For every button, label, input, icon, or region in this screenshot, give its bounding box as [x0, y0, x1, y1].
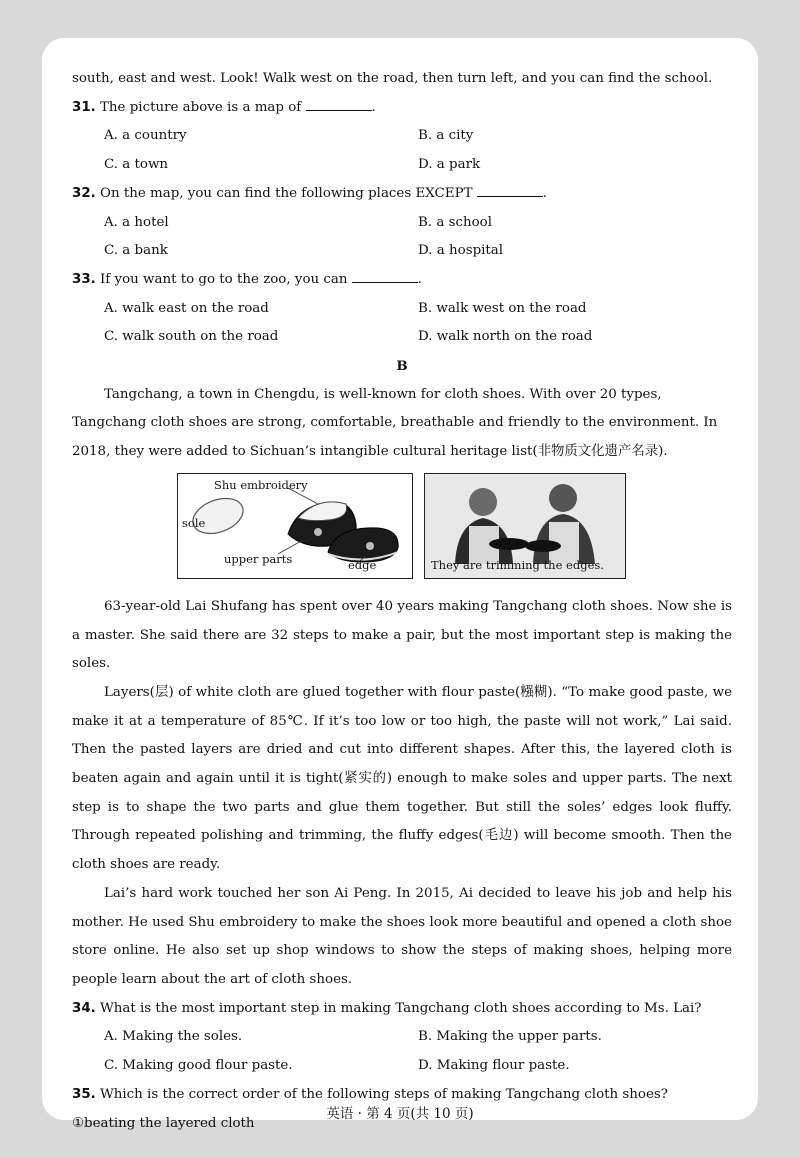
options-row	[72, 1052, 732, 1081]
option-c[interactable]: C. a town	[104, 157, 169, 173]
question-text: If you want to go to the zoo, you can	[100, 271, 348, 287]
options-row	[72, 237, 732, 266]
option-b[interactable]: B. a city	[418, 128, 474, 144]
figure-row	[72, 473, 732, 589]
question-number: 32.	[72, 185, 96, 201]
options-row	[72, 209, 732, 238]
photo-caption: They are trimming the edges.	[431, 557, 604, 572]
options-row	[72, 151, 732, 180]
option-b[interactable]: B. a school	[418, 214, 492, 230]
question-34	[72, 995, 732, 1024]
answer-blank	[352, 268, 418, 283]
option-a[interactable]: A. Making the soles.	[104, 1029, 243, 1045]
question-33: 33. If you want to go to the zoo, you can .	[72, 266, 732, 295]
option-c[interactable]: C. Making good flour paste.	[104, 1058, 293, 1074]
options-row	[72, 122, 732, 151]
exam-page	[42, 38, 758, 1131]
question-31: 31. The picture above is a map of .	[72, 94, 732, 123]
passage-paragraph: 63-year-old Lai Shufang has spent over 40 years making Tangchang cloth shoes. Now she is a master. She said there are 32 steps to make a pair, but the most important step is making the soles.	[72, 598, 732, 672]
passage-paragraph: Lai’s hard work touched her son Ai Peng. In 2015, Ai decided to leave his job and help his mother. He used Shu embroidery to make the shoes look more beautiful and opened a cloth shoe store online. He also set up shop windows to show the steps of making shoes, helping more people learn about the art of cloth shoes.	[72, 885, 732, 987]
question-number: 33.	[72, 271, 96, 287]
question-text: On the map, you can find the following places EXCEPT	[100, 185, 473, 201]
options-row	[72, 323, 732, 352]
option-a[interactable]: A. a country	[104, 128, 187, 144]
question-number: 31.	[72, 99, 96, 115]
option-b[interactable]: B. Making the upper parts.	[418, 1029, 602, 1045]
option-d[interactable]: D. a park	[418, 157, 481, 173]
option-b[interactable]: B. walk west on the road	[418, 300, 587, 316]
option-d[interactable]: D. a hospital	[418, 243, 504, 259]
option-c[interactable]: C. walk south on the road	[104, 329, 279, 345]
passage-line: 2018, they were added to Sichuan’s intangible cultural heritage list(非物质文化遗产名录).	[72, 444, 668, 460]
trimming-photo	[424, 473, 626, 579]
section-heading: B	[396, 358, 408, 375]
label-shu-embroidery: Shu embroidery	[214, 477, 308, 492]
shoe-diagram	[177, 473, 413, 579]
question-text: The picture above is a map of	[100, 99, 302, 115]
option-c[interactable]: C. a bank	[104, 243, 168, 259]
option-a[interactable]: A. a hotel	[104, 214, 169, 230]
passage-line: Tangchang, a town in Chengdu, is well-known for cloth shoes. With over 20 types,	[104, 386, 662, 402]
question-text: Which is the correct order of the following steps of making Tangchang cloth shoes?	[100, 1086, 668, 1102]
label-sole: sole	[182, 515, 206, 530]
label-edge: edge	[348, 557, 377, 572]
page-content	[72, 65, 732, 1138]
question-number: 34.	[72, 1000, 96, 1016]
passage-line: Tangchang cloth shoes are strong, comfortable, breathable and friendly to the environment. In	[72, 415, 718, 431]
step-item: ①beating the layered cloth	[72, 1115, 255, 1131]
option-a[interactable]: A. walk east on the road	[104, 300, 269, 316]
intro-line: south, east and west. Look! Walk west on the road, then turn left, and you can find the school.	[72, 71, 713, 86]
answer-blank	[477, 182, 543, 197]
option-d[interactable]: D. Making flour paste.	[418, 1058, 570, 1074]
page-footer: 英语 · 第 4 页(共 10 页)	[326, 1106, 474, 1122]
question-text: What is the most important step in making Tangchang cloth shoes according to Ms. Lai?	[100, 1000, 702, 1016]
passage-paragraph: Layers(层) of white cloth are glued together with flour paste(糨糊). “To make good paste, we make it at a temperature of 85℃. If it’s too low or too high, the paste will not work,” Lai said. Then the pasted layers are dried and cut into different shapes. After this, the layered cloth is beaten again and again until it is tight(紧实的) enough to make soles and upper parts. The next step is to shape the two parts and glue them together. But still the soles’ edges look fluffy. Through repeated polishing and trimming, the fluffy edges(毛边) will become smooth. Then the cloth shoes are ready.	[72, 684, 732, 873]
question-number: 35.	[72, 1086, 96, 1102]
question-32: 32. On the map, you can find the following places EXCEPT .	[72, 180, 732, 209]
option-d[interactable]: D. walk north on the road	[418, 329, 593, 345]
answer-blank	[306, 96, 372, 111]
label-upper-parts: upper parts	[224, 551, 293, 566]
options-row	[72, 295, 732, 324]
options-row	[72, 1023, 732, 1052]
